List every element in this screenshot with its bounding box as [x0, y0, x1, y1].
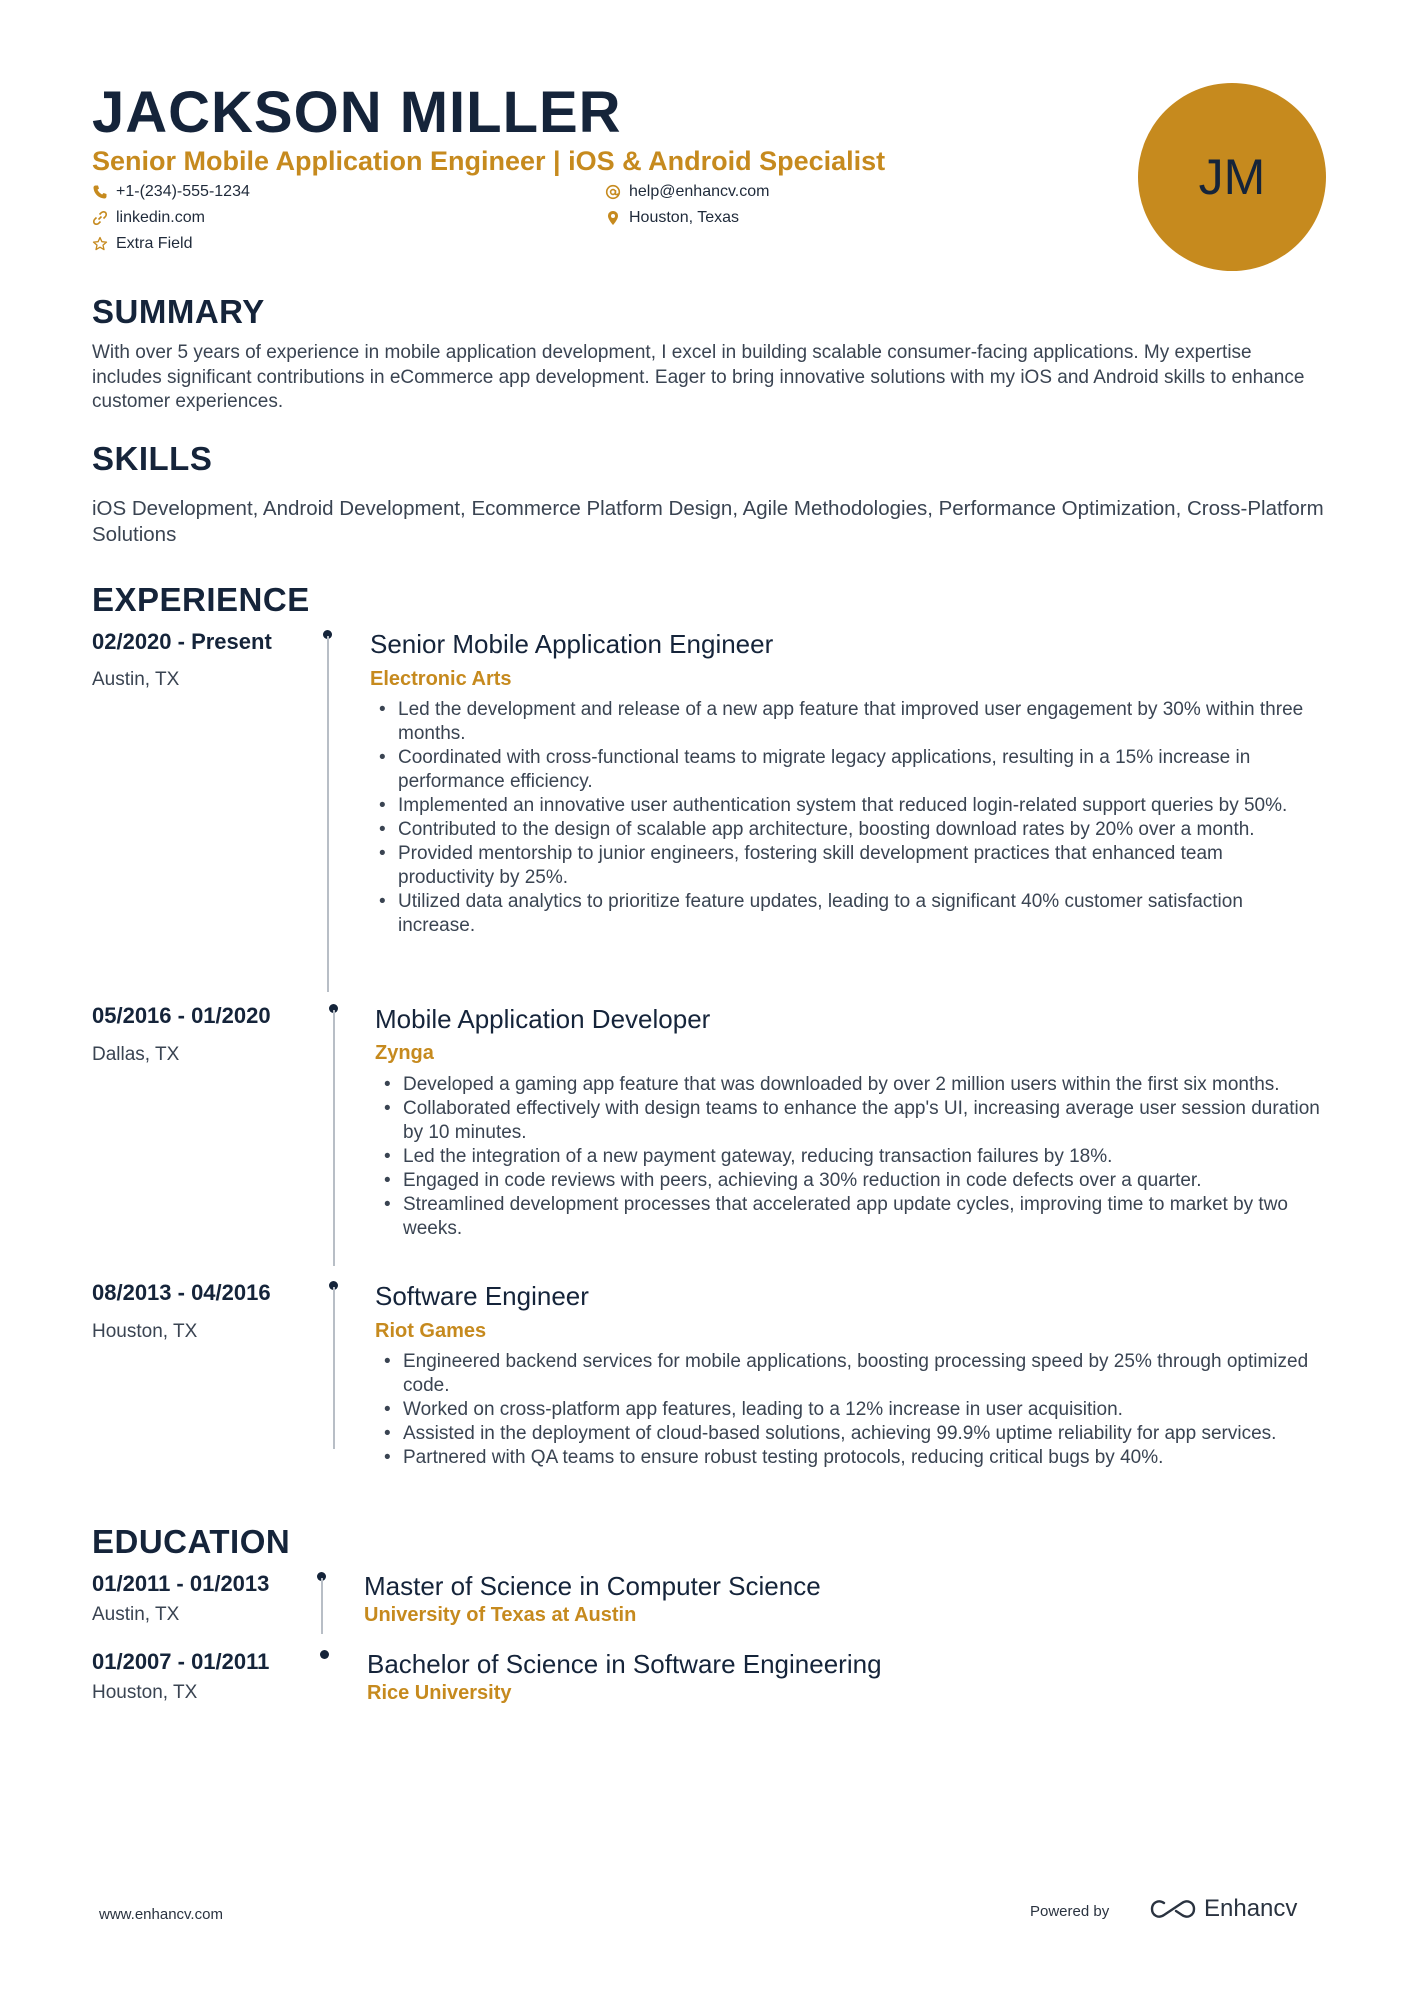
experience-bullet: • Assisted in the deployment of cloud-based solutions, achieving 99.9% uptime reliability for app services.	[375, 1422, 1325, 1446]
experience-role: Software Engineer	[375, 1281, 589, 1311]
education-location: Austin, TX	[92, 1604, 180, 1625]
timeline-line	[333, 1287, 335, 1449]
footer-url[interactable]: www.enhancv.com	[99, 1906, 223, 1923]
enhancv-logo-icon	[1150, 1897, 1196, 1921]
experience-role: Mobile Application Developer	[375, 1004, 711, 1034]
experience-dates: 02/2020 - Present	[92, 629, 272, 654]
education-school: University of Texas at Austin	[364, 1604, 637, 1626]
timeline-dot	[320, 1650, 329, 1659]
timeline-line	[327, 636, 329, 992]
email-text: help@enhancv.com	[629, 183, 770, 200]
education-school: Rice University	[367, 1682, 512, 1704]
experience-bullet: • Contributed to the design of scalable app architecture, boosting download rates by 20% over a month.	[370, 818, 1320, 842]
experience-bullet: • Provided mentorship to junior engineers, fostering skill development practices that enhanced team productivity by 25%.	[370, 842, 1320, 890]
phone-icon	[92, 184, 108, 200]
education-title: EDUCATION	[92, 1523, 291, 1560]
experience-location: Dallas, TX	[92, 1044, 180, 1065]
education-degree: Master of Science in Computer Science	[364, 1571, 821, 1601]
location-pin-icon	[605, 210, 621, 226]
education-degree: Bachelor of Science in Software Engineering	[367, 1649, 882, 1679]
experience-location: Austin, TX	[92, 669, 180, 690]
extra-text: Extra Field	[116, 235, 193, 252]
education-location: Houston, TX	[92, 1682, 198, 1703]
experience-bullets	[375, 1073, 1325, 1241]
experience-bullet: • Streamlined development processes that accelerated app update cycles, improving time to market by two weeks.	[375, 1193, 1325, 1241]
summary-text: With over 5 years of experience in mobile application development, I excel in building scalable consumer-facing applications. My expertise includes significant contributions in eCommerce app development. Eager to bring innovative solutions with my iOS and Android skills to enhance customer experiences.	[92, 342, 1305, 412]
phone-text: +1-(234)-555-1234	[116, 183, 250, 200]
experience-dates: 05/2016 - 01/2020	[92, 1003, 271, 1028]
star-icon	[92, 236, 108, 252]
contact-location	[605, 206, 739, 230]
education-dates: 01/2011 - 01/2013	[92, 1571, 270, 1596]
experience-bullet: • Led the integration of a new payment gateway, reducing transaction failures by 18%.	[375, 1145, 1325, 1169]
location-text: Houston, Texas	[629, 209, 739, 226]
experience-bullet: • Engineered backend services for mobile applications, boosting processing speed by 25% through optimized code.	[375, 1350, 1325, 1398]
skills-title: SKILLS	[92, 440, 213, 477]
brand-logo[interactable]	[1150, 1895, 1297, 1923]
skills-text: iOS Development, Android Development, Ecommerce Platform Design, Agile Methodologies, Performance Optimization, Cross-Platform Solutions	[92, 497, 1324, 546]
experience-bullet: • Partnered with QA teams to ensure robust testing protocols, reducing critical bugs by 40%.	[375, 1446, 1325, 1470]
experience-company: Zynga	[375, 1042, 434, 1064]
experience-bullets	[370, 698, 1320, 938]
contact-phone[interactable]	[92, 180, 250, 204]
experience-bullet: • Coordinated with cross-functional teams to migrate legacy applications, resulting in a 15% increase in performance efficiency.	[370, 746, 1320, 794]
experience-role: Senior Mobile Application Engineer	[370, 629, 774, 659]
education-dates: 01/2007 - 01/2011	[92, 1649, 270, 1674]
experience-company: Riot Games	[375, 1320, 487, 1342]
contact-email[interactable]	[605, 180, 769, 204]
contact-extra	[92, 232, 192, 256]
experience-bullet: • Implemented an innovative user authentication system that reduced login-related support queries by 50%.	[370, 794, 1320, 818]
experience-bullet: • Developed a gaming app feature that was downloaded by over 2 million users within the first six months.	[375, 1073, 1325, 1097]
at-icon	[605, 184, 621, 200]
timeline-line	[333, 1010, 335, 1266]
summary-title: SUMMARY	[92, 293, 265, 330]
candidate-name: JACKSON MILLER	[92, 80, 622, 145]
candidate-headline: Senior Mobile Application Engineer | iOS & Android Specialist	[92, 146, 886, 176]
timeline-line	[321, 1578, 323, 1634]
avatar	[1138, 83, 1326, 271]
avatar-initials: JM	[1198, 149, 1266, 205]
experience-location: Houston, TX	[92, 1321, 198, 1342]
experience-bullets	[375, 1350, 1325, 1470]
powered-by-label: Powered by	[1030, 1903, 1110, 1920]
experience-bullet: • Engaged in code reviews with peers, achieving a 30% reduction in code defects over a quarter.	[375, 1169, 1325, 1193]
contact-linkedin[interactable]	[92, 206, 205, 230]
experience-bullet: • Utilized data analytics to prioritize feature updates, leading to a significant 40% customer satisfaction increase.	[370, 890, 1320, 938]
brand-name: Enhancv	[1204, 1895, 1298, 1922]
experience-bullet: • Worked on cross-platform app features, leading to a 12% increase in user acquisition.	[375, 1398, 1325, 1422]
linkedin-text: linkedin.com	[116, 209, 205, 226]
experience-title: EXPERIENCE	[92, 581, 310, 618]
experience-bullet: • Led the development and release of a new app feature that improved user engagement by 30% within three months.	[370, 698, 1320, 746]
experience-bullet: • Collaborated effectively with design teams to enhance the app's UI, increasing average user session duration by 10 minutes.	[375, 1097, 1325, 1145]
experience-dates: 08/2013 - 04/2016	[92, 1280, 271, 1305]
link-icon	[92, 210, 108, 226]
experience-company: Electronic Arts	[370, 668, 512, 690]
